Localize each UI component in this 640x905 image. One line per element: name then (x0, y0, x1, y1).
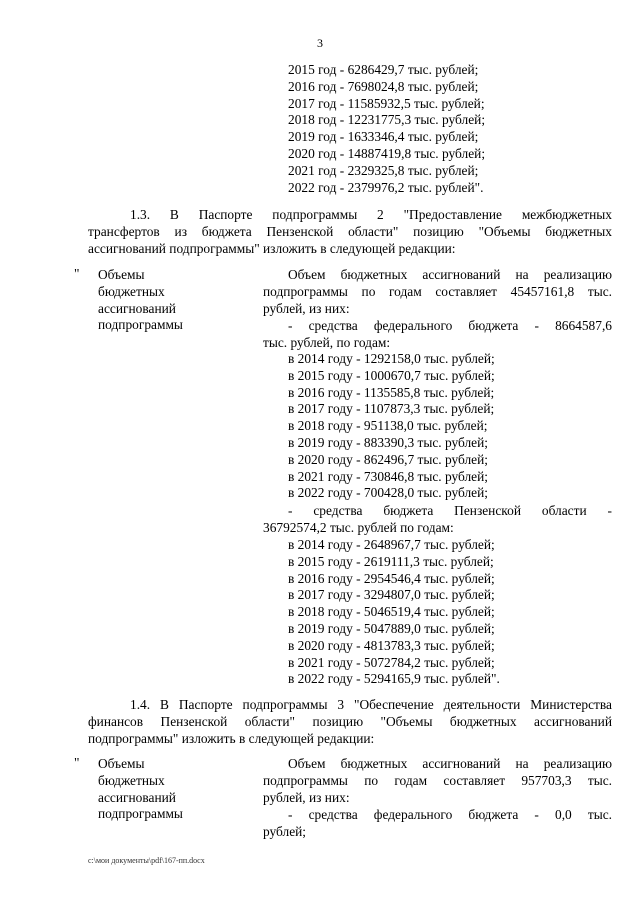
year-line: в 2021 году - 730846,8 тыс. рублей; (288, 468, 489, 484)
label-line: ассигнований (98, 789, 176, 805)
year-line: в 2021 году - 5072784,2 тыс. рублей; (288, 654, 495, 670)
paragraph-1-4-line: 1.4. В Паспорте подпрограммы 3 "Обеспечение деятельности Министерства (130, 697, 612, 712)
year-line: в 2015 году - 1000670,7 тыс. рублей; (288, 367, 495, 383)
year-line: в 2014 году - 1292158,0 тыс. рублей; (288, 351, 495, 366)
content-line: - средства бюджета Пензенской области - (288, 503, 612, 518)
year-line: 2020 год - 14887419,8 тыс. рублей; (288, 145, 486, 161)
content-line: Объем бюджетных ассигнований на реализацию (288, 756, 612, 771)
year-line: 2021 год - 2329325,8 тыс. рублей; (288, 162, 479, 178)
content-line: 36792574,2 тыс. рублей по годам: (263, 520, 454, 535)
content-line: - средства федерального бюджета - 0,0 тыс. (288, 807, 612, 822)
table-label-1-4 (98, 756, 183, 823)
paragraph-1-4-line: финансов Пензенской области" позицию "Объемы бюджетных ассигнований (88, 714, 612, 729)
label-line: подпрограммы (98, 806, 183, 822)
content-line: рублей, из них: (263, 790, 350, 805)
label-line: Объемы (98, 756, 145, 771)
paragraph-1-4-line: подпрограммы" изложить в следующей редакции: (88, 731, 375, 746)
label-line: бюджетных (98, 772, 165, 788)
year-line: 2016 год - 7698024,8 тыс. рублей; (288, 78, 479, 94)
year-line: в 2020 году - 862496,7 тыс. рублей; (288, 451, 489, 467)
years-list-top (288, 62, 485, 196)
table-label-1-3 (98, 267, 183, 334)
content-line: Объем бюджетных ассигнований на реализацию (288, 267, 612, 282)
content-line: подпрограммы по годам составляет 45457161,8 тыс. (263, 284, 612, 299)
year-line: в 2022 году - 5294165,9 тыс. рублей". (288, 671, 500, 687)
content-line: подпрограммы по годам составляет 957703,3 тыс. (263, 773, 612, 788)
year-line: в 2018 году - 951138,0 тыс. рублей; (288, 418, 488, 434)
regional-years-list (288, 537, 500, 688)
year-line: в 2020 году - 4813783,3 тыс. рублей; (288, 637, 495, 653)
content-line: рублей, из них: (263, 301, 350, 316)
label-line: бюджетных (98, 283, 165, 299)
opening-quote: " (74, 266, 80, 281)
year-line: в 2016 году - 2954546,4 тыс. рублей; (288, 570, 495, 586)
year-line: в 2016 году - 1135585,8 тыс. рублей; (288, 384, 495, 400)
label-line: ассигнований (98, 300, 176, 316)
year-line: 2022 год - 2379976,2 тыс. рублей". (288, 179, 484, 195)
year-line: в 2015 году - 2619111,3 тыс. рублей; (288, 553, 494, 569)
opening-quote: " (74, 755, 80, 770)
year-line: 2018 год - 12231775,3 тыс. рублей; (288, 112, 486, 128)
page-number: 3 (317, 36, 323, 50)
year-line: в 2019 году - 5047889,0 тыс. рублей; (288, 620, 495, 636)
content-line: - средства федерального бюджета - 8664587,6 (288, 318, 612, 333)
year-line: 2015 год - 6286429,7 тыс. рублей; (288, 62, 479, 77)
year-line: 2017 год - 11585932,5 тыс. рублей; (288, 95, 485, 111)
year-line: в 2014 году - 2648967,7 тыс. рублей; (288, 537, 495, 552)
paragraph-1-3-line: трансфертов из бюджета Пензенской области" позицию "Объемы бюджетных (88, 224, 612, 239)
paragraph-1-3-line: ассигнований подпрограммы" изложить в следующей редакции: (88, 241, 456, 256)
year-line: в 2017 году - 1107873,3 тыс. рублей; (288, 401, 495, 417)
year-line: в 2018 году - 5046519,4 тыс. рублей; (288, 604, 495, 620)
label-line: Объемы (98, 267, 145, 282)
year-line: в 2017 году - 3294807,0 тыс. рублей; (288, 587, 495, 603)
paragraph-1-3-line: 1.3. В Паспорте подпрограммы 2 "Предоставление межбюджетных (130, 207, 612, 222)
year-line: в 2019 году - 883390,3 тыс. рублей; (288, 434, 489, 450)
content-line: рублей; (263, 824, 307, 839)
content-line: тыс. рублей, по годам: (263, 335, 391, 350)
year-line: 2019 год - 1633346,4 тыс. рублей; (288, 129, 479, 145)
footer-file-path: c:\мои документы\pdf\167-пп.docx (88, 856, 205, 865)
federal-years-list (288, 351, 495, 502)
label-line: подпрограммы (98, 317, 183, 333)
year-line: в 2022 году - 700428,0 тыс. рублей; (288, 485, 489, 501)
